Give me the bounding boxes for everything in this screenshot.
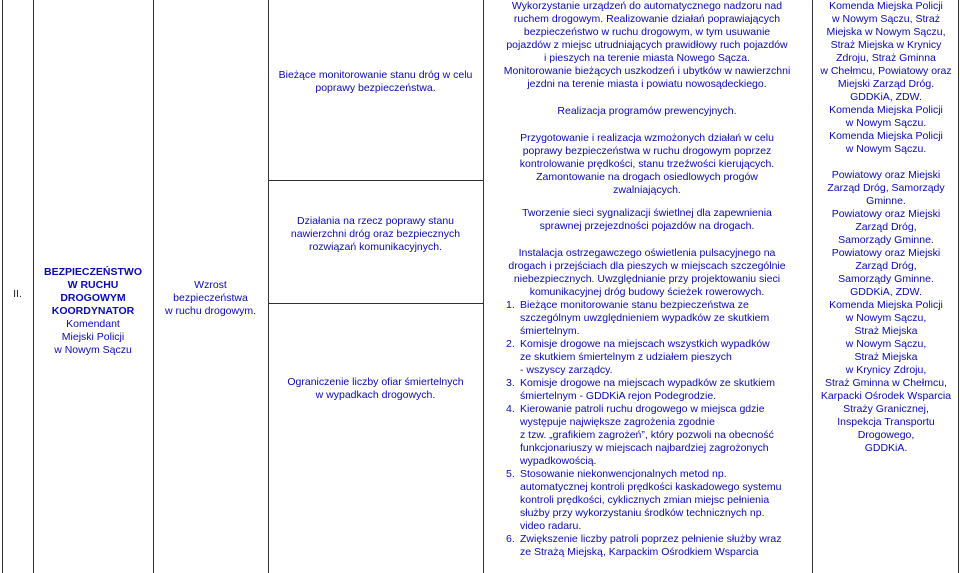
list-number: 3. xyxy=(506,377,515,389)
list-line: występuje największe zagrożenia zgodnie xyxy=(520,416,715,428)
goal-text: bezpieczeństwa xyxy=(173,292,248,304)
list-line: video radaru. xyxy=(520,520,582,532)
list-line: Zwiększenie liczby patroli poprzez pełnienie służby wraz xyxy=(520,533,782,545)
list-line: Bieżące monitorowanie stanu bezpieczeństwa ze xyxy=(520,299,749,311)
responsible-line: Zarząd Dróg, xyxy=(855,221,917,233)
table-border-left xyxy=(2,0,3,573)
action-traffic-lights xyxy=(484,207,810,233)
coordinator-title: DROGOWYM xyxy=(60,292,126,304)
list-line: ze skutkiem śmiertelnym z udziałem pieszych xyxy=(520,351,732,363)
responsible-entry xyxy=(814,208,958,247)
action-warning-lights xyxy=(484,247,810,299)
task-fatalities xyxy=(268,376,483,402)
row-divider xyxy=(268,180,483,181)
list-item xyxy=(484,468,810,533)
action-prevention-programs xyxy=(484,105,810,118)
responsible-line: Komenda Miejska Policji xyxy=(829,299,943,311)
responsible-line: Straż Miejska xyxy=(854,351,918,363)
action-automatic-control xyxy=(484,0,810,91)
list-item xyxy=(484,403,810,468)
list-line: ze Strażą Miejską, Karpackim Ośrodkiem Wsparcia xyxy=(520,546,759,558)
list-line: szczególnym uwzględnieniem wypadków ze skutkiem xyxy=(520,312,770,324)
responsible-line: Drogowego, xyxy=(857,429,915,441)
task-road-surface xyxy=(268,215,483,254)
table-divider xyxy=(812,0,813,573)
responsible-line: Komenda Miejska Policji xyxy=(829,104,943,116)
responsible-line: w Nowym Sączu, Straż xyxy=(832,13,940,25)
responsible-line: Straży Granicznej, xyxy=(843,403,929,415)
list-number: 6. xyxy=(506,533,515,545)
responsible-line: Powiatowy oraz Miejski xyxy=(831,208,941,220)
responsible-line: GDDKiA, ZDW. xyxy=(850,286,922,298)
action-line: sprawnej przejezdności pojazdów na drogach. xyxy=(539,220,755,232)
list-item xyxy=(484,533,810,559)
section-number: II. xyxy=(13,288,22,300)
responsible-line: w Krynicy Zdroju, xyxy=(845,364,927,376)
task-line: Działania na rzecz poprawy stanu xyxy=(297,215,454,227)
list-line: Kierowanie patroli ruchu drogowego w miejsca gdzie xyxy=(520,403,765,415)
responsible-line: Powiatowy oraz Miejski xyxy=(831,247,941,259)
list-item xyxy=(484,338,810,377)
responsible-line: Komenda Miejska Policji xyxy=(829,0,943,12)
responsible-line: Miejski Zarząd Dróg. xyxy=(837,78,935,90)
responsible-line: Samorządy Gminne. xyxy=(838,273,934,285)
responsible-entry xyxy=(814,104,958,130)
action-line: drogach i przejściach dla pieszych w miejscach szczególnie xyxy=(508,260,786,272)
task-line: Bieżące monitorowanie stanu dróg w celu xyxy=(278,69,473,81)
action-line: Realizacja programów prewencyjnych. xyxy=(557,105,737,117)
action-list xyxy=(484,299,810,559)
action-line: bezpieczeństwo w ruchu drogowym, w tym usuwanie xyxy=(523,26,771,38)
list-line: Stosowanie niekonwencjonalnych metod np. xyxy=(520,468,727,480)
responsible-line: Miejska w Nowym Sączu, xyxy=(826,26,946,38)
responsible-line: GDDKiA, ZDW. xyxy=(850,91,922,103)
responsible-column xyxy=(814,0,958,455)
action-line: poprawy bezpieczeństwa w ruchu drogowym poprzez xyxy=(522,145,772,157)
responsible-entry xyxy=(814,130,958,156)
list-line: - wszyscy zarządcy. xyxy=(520,364,613,376)
responsible-line: w Nowym Sączu. xyxy=(845,117,927,129)
responsible-line: Straż Gminna w Chełmcu, xyxy=(825,377,947,389)
task-line: Ograniczenie liczby ofiar śmiertelnych xyxy=(287,376,464,388)
responsible-line: Straż Miejska xyxy=(854,325,918,337)
coordinator-title: W RUCHU xyxy=(67,279,119,291)
task-line: w wypadkach drogowych. xyxy=(315,389,436,401)
coordinator-label: KOORDYNATOR xyxy=(51,305,135,317)
action-line: Zamontowanie na drogach osiedlowych progów xyxy=(536,171,758,183)
responsible-line: Zarząd Dróg, Samorządy xyxy=(827,182,945,194)
actions-column xyxy=(484,0,810,559)
responsible-line: Karpacki Ośrodek Wsparcia xyxy=(820,390,952,402)
coordinator-name: w Nowym Sączu xyxy=(54,344,132,356)
responsible-entry xyxy=(814,169,958,208)
goal-text: w ruchu drogowym. xyxy=(164,305,257,317)
task-monitoring xyxy=(268,69,483,95)
action-line: kontrolowanie prędkości, stanu trzeźwości kierujących. xyxy=(519,158,775,170)
responsible-line: Gminne. xyxy=(866,195,906,207)
responsible-line: Zarząd Dróg, xyxy=(855,260,917,272)
action-speed-control xyxy=(484,132,810,197)
list-number: 5. xyxy=(506,468,515,480)
list-item xyxy=(484,299,810,338)
coordinator-name: Komendant xyxy=(66,318,120,330)
list-item xyxy=(484,377,810,403)
list-line: funkcjonariuszy w miejscach najbardziej zagrożonych xyxy=(520,442,769,454)
action-line: pojazdów z miejsc utrudniających prawidłowy ruch pojazdów xyxy=(506,39,788,51)
list-number: 1. xyxy=(506,299,515,311)
responsible-line: GDDKiA. xyxy=(864,442,908,454)
responsible-line: w Nowym Sączu, xyxy=(845,312,927,324)
responsible-entry xyxy=(814,0,958,104)
action-line: ruchem drogowym. Realizowanie działań poprawiających xyxy=(513,13,781,25)
responsible-line: w Chełmcu, Powiatowy oraz xyxy=(820,65,952,77)
table-border-right xyxy=(958,0,959,573)
list-number: 4. xyxy=(506,403,515,415)
goal-cell xyxy=(153,279,268,318)
responsible-line: Zdroju, Straż Gminna xyxy=(836,52,936,64)
list-line: z tzw. „grafikiem zagrożeń”, który pozwoli na obecność xyxy=(520,429,774,441)
action-line: zwalniających. xyxy=(613,184,681,196)
list-line: kontroli prędkości, cyklicznych zmian miejsc pełnienia xyxy=(520,494,770,506)
action-line: niebezpiecznych. Uwzględnianie przy projektowaniu sieci xyxy=(513,273,781,285)
list-line: Komisje drogowe na miejscach wypadków ze skutkiem xyxy=(520,377,776,389)
action-line: Przygotowanie i realizacja wzmożonych działań w celu xyxy=(520,132,774,144)
action-line: Instalacja ostrzegawczego oświetlenia pulsacyjnego na xyxy=(518,247,776,259)
task-line: nawierzchni dróg oraz bezpiecznych xyxy=(290,228,461,240)
list-number: 2. xyxy=(506,338,515,350)
responsible-entry xyxy=(814,247,958,299)
row-divider xyxy=(268,303,483,304)
action-line: i pieszych na terenie miasta Nowego Sącza. xyxy=(543,52,751,64)
responsible-line: w Nowym Sączu, xyxy=(845,338,927,350)
action-line: jezdni na terenie miasta i powiatu nowosądeckiego. xyxy=(527,78,767,90)
responsible-line: Komenda Miejska Policji xyxy=(829,130,943,142)
responsible-line: Powiatowy oraz Miejski xyxy=(831,169,941,181)
list-line: Komisje drogowe na miejscach wszystkich wypadków xyxy=(520,338,770,350)
list-line: służby przy wykorzystaniu środków technicznych np. xyxy=(520,507,765,519)
coordinator-name: Miejski Policji xyxy=(61,331,125,343)
action-line: Monitorowanie bieżących uszkodzeń i ubytków w nawierzchni xyxy=(503,65,791,77)
task-line: poprawy bezpieczeństwa. xyxy=(315,82,436,94)
action-line: komunikacyjnej dróg budowy ścieżek rowerowych. xyxy=(529,286,765,298)
responsible-line: Inspekcja Transportu xyxy=(837,416,935,428)
coordinator-cell xyxy=(33,266,153,357)
responsible-line: w Nowym Sączu. xyxy=(845,143,927,155)
list-line: wypadkowością. xyxy=(520,455,597,467)
list-line: śmiertelnym - GDDKiA rejon Podegrodzie. xyxy=(520,390,717,402)
action-line: Tworzenie sieci sygnalizacji świetlnej dla zapewnienia xyxy=(522,207,772,219)
goal-text: Wzrost xyxy=(194,279,227,291)
responsible-entry xyxy=(814,299,958,455)
list-line: automatycznej kontroli prędkości kaskadowego systemu xyxy=(520,481,782,493)
action-line: Wykorzystanie urządzeń do automatycznego nadzoru nad xyxy=(511,0,783,12)
responsible-line: Samorządy Gminne. xyxy=(838,234,934,246)
list-line: śmiertelnym. xyxy=(520,325,580,337)
responsible-line: Straż Miejska w Krynicy xyxy=(830,39,942,51)
task-line: rozwiązań komunikacyjnych. xyxy=(308,241,443,253)
coordinator-title: BEZPIECZEŃSTWO xyxy=(43,266,142,278)
